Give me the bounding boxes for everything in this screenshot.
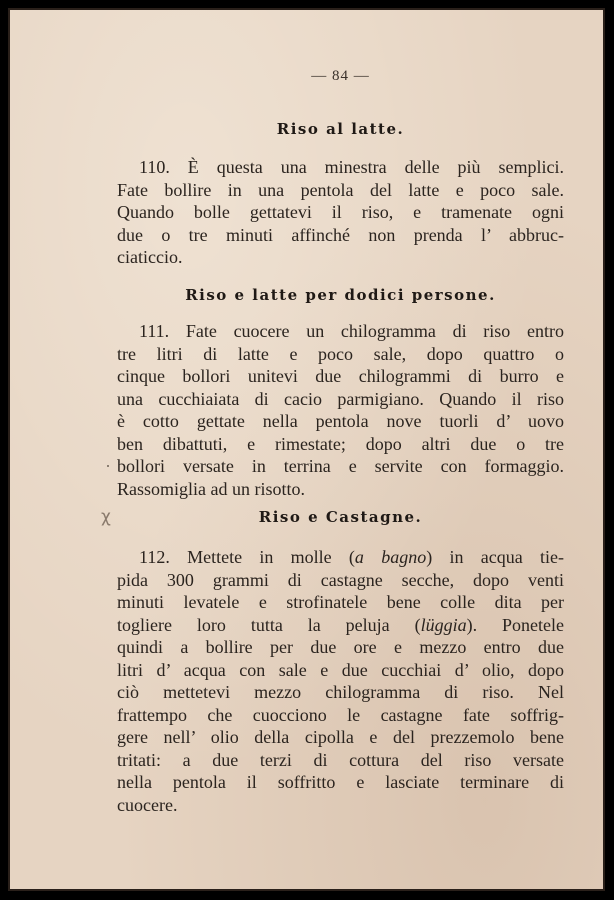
text-line: togliere loro tutta la peluja (lüggia). Ponetele	[117, 614, 564, 635]
text-line: 112. Mettete in molle (a bagno) in acqua tie-	[139, 547, 564, 567]
book-page	[8, 8, 605, 891]
text-line: cinque bollori unitevi due chilogrammi di burro e	[117, 366, 564, 386]
text-line: gere nell’ olio della cipolla e del prezzemolo bene	[117, 727, 564, 747]
text-line: tre litri di latte e poco sale, dopo quattro o	[117, 343, 564, 364]
text-line: quindi a bollire per due ore e mezzo entro due	[117, 637, 564, 657]
italic-term: lüggia	[420, 614, 467, 635]
text-line: bollori versate in terrina e servite con formaggio.	[117, 456, 564, 476]
text-line: ciò mettetevi mezzo chilogramma di riso. Nel	[117, 682, 564, 702]
text-line: ben dibattuti, e rimestate; dopo altri due o tre	[117, 433, 564, 454]
recipe-112-text	[117, 546, 564, 816]
paper-speck	[107, 465, 109, 467]
recipe-110-text	[117, 156, 564, 269]
text-line: due o tre minuti affinché non prenda l’ abbruc-	[117, 224, 564, 245]
text-line: tritati: a due terzi di cottura del riso versate	[117, 749, 564, 770]
text-line: Rassomiglia ad un risotto.	[117, 478, 305, 499]
page-number: — 84 —	[311, 68, 370, 84]
recipe-title-riso-al-latte: Riso al latte.	[276, 120, 405, 138]
text-line: nella pentola il soffritto e lasciate terminare di	[117, 772, 564, 792]
recipe-111-text	[117, 320, 564, 500]
recipe-title-riso-castagne: Riso e Castagne.	[258, 508, 423, 526]
text-line: Fate bollire in una pentola del latte e poco sale.	[117, 179, 564, 200]
margin-mark: χ	[101, 507, 111, 527]
text-line: pida 300 grammi di castagne secche, dopo venti	[117, 569, 564, 590]
text-line: ciaticcio.	[117, 247, 183, 267]
text-line: 111. Fate cuocere un chilogramma di riso entro	[139, 321, 564, 341]
recipe-title-riso-latte-dodici: Riso e latte per dodici persone.	[185, 286, 496, 304]
text-line: cuocere.	[117, 794, 178, 815]
text-line: 110. È questa una minestra delle più semplici.	[139, 157, 564, 177]
text-line: Quando bolle gettatevi il riso, e tramenate ogni	[117, 202, 564, 222]
text-line: minuti levatele e strofinatele bene colle dita per	[117, 592, 564, 612]
text-line: frattempo che cuocciono le castagne fate soffrig-	[117, 704, 564, 725]
text-line: litri d’ acqua con sale e due cucchiai d’ olio, dopo	[117, 659, 564, 680]
text-line: una cucchiaiata di cacio parmigiano. Quando il riso	[117, 388, 564, 409]
text-line: è cotto gettate nella pentola nove tuorli d’ uovo	[117, 411, 564, 431]
italic-term: a bagno	[354, 547, 427, 567]
